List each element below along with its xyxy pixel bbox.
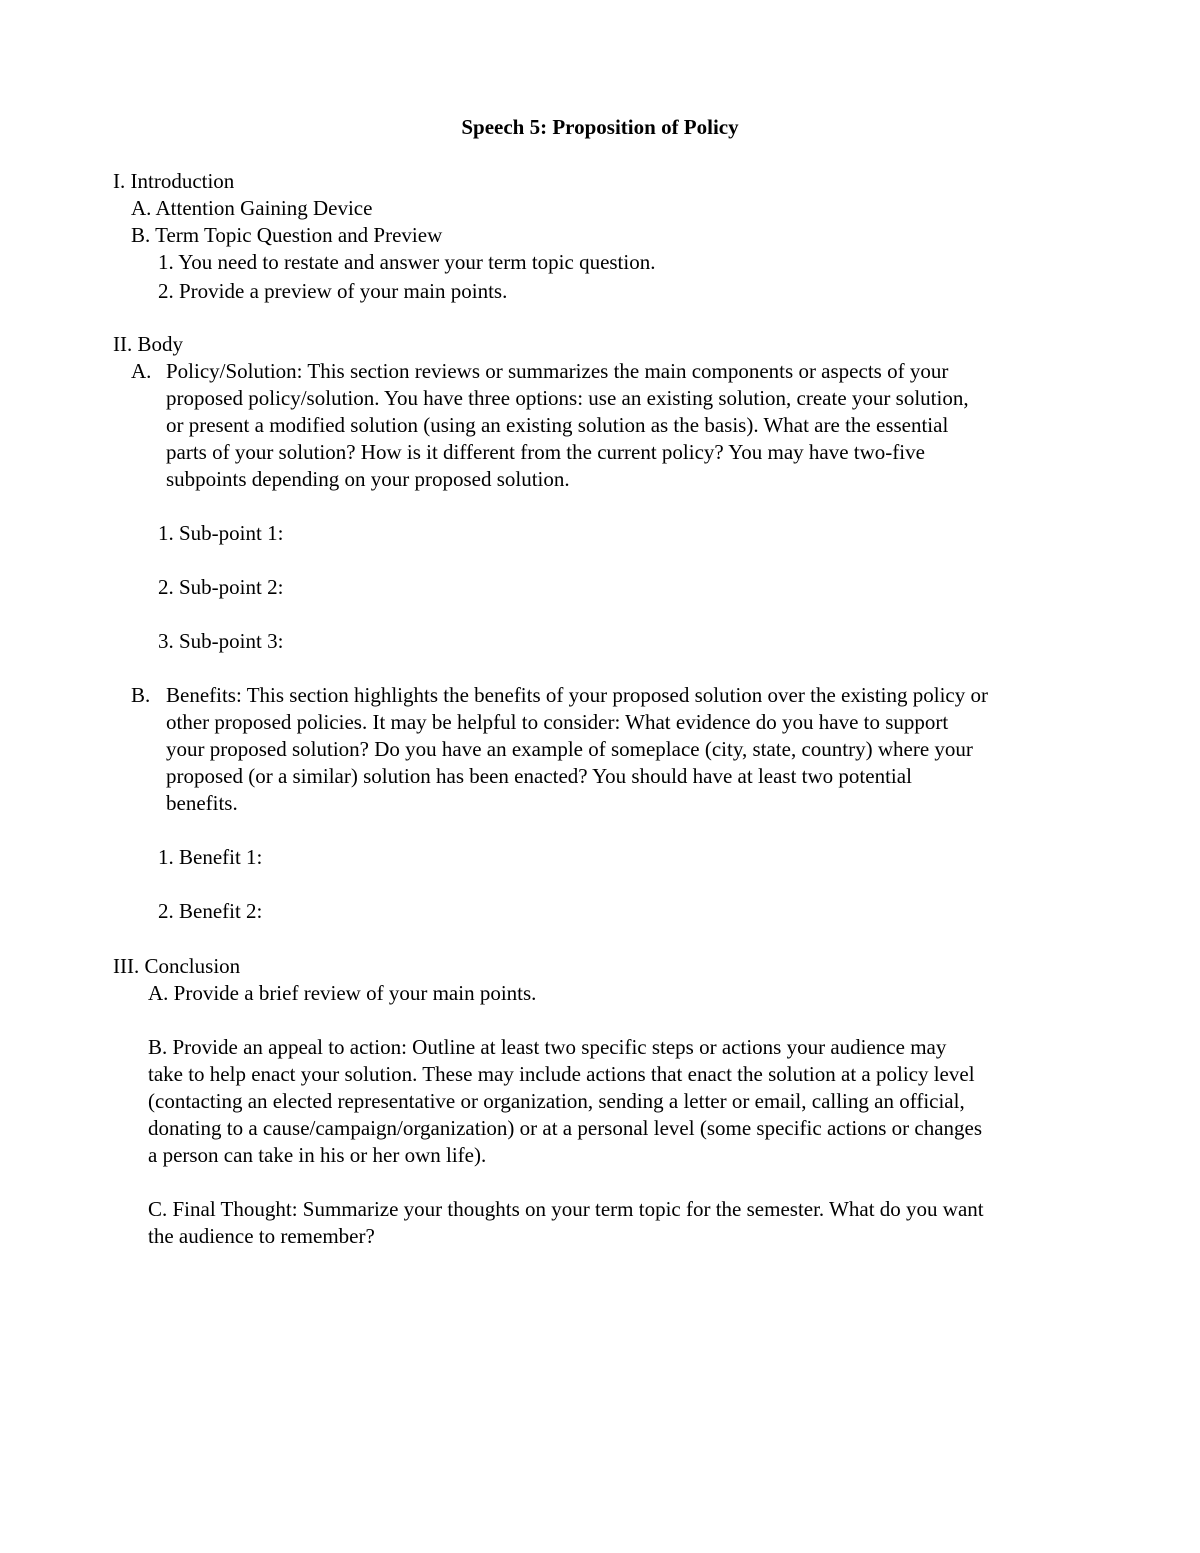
appeal-paragraph-line: B. Provide an appeal to action: Outline at least two specific steps or actions your audience may (148, 1035, 947, 1059)
document-title: Speech 5: Proposition of Policy (461, 115, 739, 139)
outline-marker-a: A. (131, 359, 152, 383)
policy-paragraph-line: parts of your solution? How is it different from the current policy? You may have two-five (166, 440, 925, 464)
outline-marker-b: B. (131, 683, 151, 707)
benefit-item: 2. Benefit 2: (158, 899, 263, 923)
section-heading-body: II. Body (113, 332, 183, 356)
final-thought-paragraph-line: C. Final Thought: Summarize your thoughts on your term topic for the semester. What do you want (148, 1197, 984, 1221)
policy-paragraph-line: proposed policy/solution. You have three options: use an existing solution, create your solution, (166, 386, 969, 410)
sub-point-item: 2. Sub-point 2: (158, 575, 284, 599)
outline-item-attention-gaining-device: A. Attention Gaining Device (131, 196, 373, 220)
policy-paragraph-line: Policy/Solution: This section reviews or summarizes the main components or aspects of your (166, 359, 949, 383)
benefits-paragraph-line: your proposed solution? Do you have an example of someplace (city, state, country) where your (166, 737, 973, 761)
outline-item-term-topic-question: B. Term Topic Question and Preview (131, 223, 443, 247)
sub-point-item: 1. Sub-point 1: (158, 521, 284, 545)
appeal-paragraph-line: (contacting an elected representative or organization, sending a letter or email, calling an official, (148, 1089, 965, 1113)
conclusion-item-review: A. Provide a brief review of your main points. (148, 981, 537, 1005)
section-heading-introduction: I. Introduction (113, 169, 235, 193)
appeal-paragraph-line: a person can take in his or her own life). (148, 1143, 487, 1167)
benefit-item: 1. Benefit 1: (158, 845, 263, 869)
policy-paragraph-line: subpoints depending on your proposed solution. (166, 467, 570, 491)
appeal-paragraph-line: donating to a cause/campaign/organization) or at a personal level (some specific actions or changes (148, 1116, 983, 1140)
sub-point-item: 3. Sub-point 3: (158, 629, 284, 653)
benefits-paragraph-line: proposed (or a similar) solution has been enacted? You should have at least two potential (166, 764, 912, 788)
policy-paragraph-line: or present a modified solution (using an existing solution as the basis). What are the essential (166, 413, 949, 437)
benefits-paragraph-line: Benefits: This section highlights the benefits of your proposed solution over the existing policy or (166, 683, 988, 707)
benefits-paragraph-line: benefits. (166, 791, 238, 815)
outline-subitem-preview: 2. Provide a preview of your main points. (158, 279, 508, 303)
final-thought-paragraph-line: the audience to remember? (148, 1224, 375, 1248)
benefits-paragraph-line: other proposed policies. It may be helpful to consider: What evidence do you have to support (166, 710, 949, 734)
section-heading-conclusion: III. Conclusion (113, 954, 241, 978)
outline-subitem-restate-question: 1. You need to restate and answer your term topic question. (158, 250, 656, 274)
appeal-paragraph-line: take to help enact your solution. These may include actions that enact the solution at a policy level (148, 1062, 975, 1086)
